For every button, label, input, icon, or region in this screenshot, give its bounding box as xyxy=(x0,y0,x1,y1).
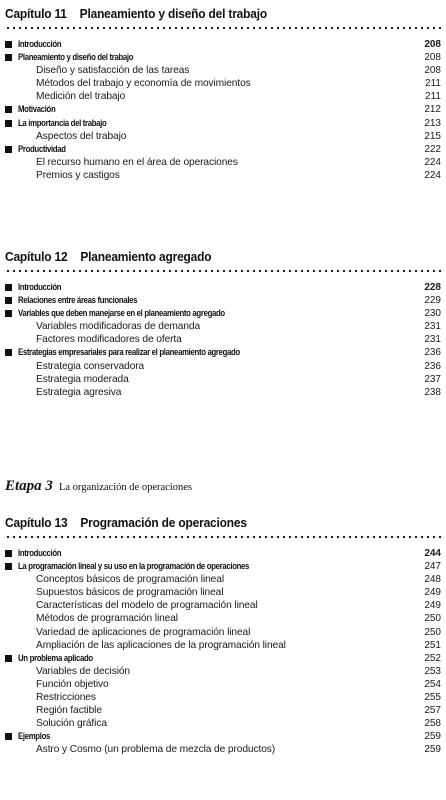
toc-section-row xyxy=(5,281,441,294)
toc-entry-label: Factores modificadores de oferta xyxy=(36,334,182,346)
chapter-title: Planeamiento y diseño del trabajo xyxy=(79,6,267,21)
toc-page-number: 249 xyxy=(424,600,441,612)
toc-entry-label: Supuestos básicos de programación lineal xyxy=(36,587,224,599)
square-bullet-icon xyxy=(5,146,12,153)
toc-page-number: 254 xyxy=(424,678,441,690)
toc-subsection-row xyxy=(5,386,441,399)
toc-entry-label: Características del modelo de programación lineal xyxy=(36,600,258,612)
toc-entry-label: Conceptos básicos de programación lineal xyxy=(36,574,224,586)
square-bullet-icon xyxy=(5,54,12,61)
toc-entry-label: Relaciones entre áreas funcionales xyxy=(18,295,138,307)
toc-section-row xyxy=(5,307,441,320)
chapter-heading xyxy=(5,5,406,23)
toc-subsection-row xyxy=(5,169,441,182)
toc-entry-label: Estrategia agresiva xyxy=(36,386,122,398)
toc-page-number: 236 xyxy=(424,360,441,372)
toc-entry-label: Ampliación de las aplicaciones de la programación lineal xyxy=(36,639,286,651)
toc-page-number: 248 xyxy=(424,574,441,586)
toc-entry-label: Aspectos del trabajo xyxy=(36,130,127,142)
toc-subsection-row xyxy=(5,333,441,346)
toc-page-number: 259 xyxy=(424,744,441,756)
toc-entry-label: Introducción xyxy=(18,282,62,293)
chapter-title: Programación de operaciones xyxy=(80,515,247,530)
toc-page-number: 253 xyxy=(424,665,441,677)
toc-subsection-row xyxy=(5,626,441,639)
toc-subsection-row xyxy=(5,373,441,386)
toc-subsection-row xyxy=(5,90,441,103)
toc-entry-label: Diseño y satisfacción de las tareas xyxy=(36,65,190,77)
toc-entry-label: Medición del trabajo xyxy=(36,91,126,103)
toc-entries xyxy=(5,547,441,757)
toc-page-number: 244 xyxy=(424,548,441,559)
toc-entry-label: Motivación xyxy=(18,104,56,116)
chapter-heading xyxy=(5,248,406,266)
toc-entry-label: Introducción xyxy=(18,548,62,559)
toc-subsection-row xyxy=(5,320,441,333)
toc-section-row xyxy=(5,103,441,116)
chapter-title: Planeamiento agregado xyxy=(80,249,212,264)
square-bullet-icon xyxy=(5,41,12,48)
toc-entry-label: La importancia del trabajo xyxy=(18,117,107,129)
toc-page-number: 238 xyxy=(424,386,441,398)
toc-page-number: 249 xyxy=(424,587,441,599)
toc-section-row xyxy=(5,547,441,560)
etapa-heading xyxy=(5,477,192,495)
toc-subsection-row xyxy=(5,77,441,90)
toc-section-row xyxy=(5,117,441,130)
toc-entry-label: Productividad xyxy=(18,143,66,155)
toc-subsection-row xyxy=(5,678,441,691)
toc-section-row xyxy=(5,560,441,573)
chapter-11 xyxy=(5,5,441,182)
toc-entry-label: Función objetivo xyxy=(36,678,109,690)
toc-page-number: 236 xyxy=(424,347,441,359)
toc-subsection-row xyxy=(5,717,441,730)
toc-page-number: 211 xyxy=(425,91,441,103)
chapter-13 xyxy=(5,514,441,757)
toc-section-row xyxy=(5,730,441,743)
dotted-rule xyxy=(5,269,441,273)
toc-subsection-row xyxy=(5,743,441,756)
dotted-rule xyxy=(5,26,441,30)
toc-subsection-row xyxy=(5,573,441,586)
toc-subsection-row xyxy=(5,599,441,612)
toc-subsection-row xyxy=(5,691,441,704)
toc-page-number: 250 xyxy=(424,613,441,625)
toc-entry-label: Astro y Cosmo (un problema de mezcla de productos) xyxy=(36,744,276,756)
toc-page-number: 224 xyxy=(424,169,441,181)
toc-entry-label: Planeamiento y diseño del trabajo xyxy=(18,52,134,64)
square-bullet-icon xyxy=(5,310,12,317)
toc-page-number: 247 xyxy=(424,561,441,573)
square-bullet-icon xyxy=(5,550,12,557)
toc-page-number: 252 xyxy=(424,652,441,664)
toc-subsection-row xyxy=(5,360,441,373)
toc-subsection-row xyxy=(5,704,441,717)
toc-page-number: 250 xyxy=(424,626,441,638)
toc-entry-label: Métodos del trabajo y economía de movimientos xyxy=(36,78,251,90)
toc-entry-label: Restricciones xyxy=(36,692,96,704)
toc-page-number: 231 xyxy=(424,321,441,333)
toc-page-number: 258 xyxy=(424,718,441,730)
square-bullet-icon xyxy=(5,349,12,356)
square-bullet-icon xyxy=(5,284,12,291)
chapter-number: Capítulo 11 xyxy=(5,6,67,21)
square-bullet-icon xyxy=(5,120,12,127)
toc-entry-label: Variables que deben manejarse en el planeamiento agregado xyxy=(18,308,225,320)
toc-entry-label: Un problema aplicado xyxy=(18,652,93,664)
toc-page-number: 228 xyxy=(424,282,441,293)
toc-page-number: 259 xyxy=(424,731,441,743)
chapter-number: Capítulo 13 xyxy=(5,515,68,530)
toc-page-number: 229 xyxy=(424,295,441,307)
toc-page-number: 231 xyxy=(424,334,441,346)
square-bullet-icon xyxy=(5,297,12,304)
toc-section-row xyxy=(5,346,441,359)
toc-subsection-row xyxy=(5,639,441,652)
toc-page-number: 230 xyxy=(424,308,441,320)
toc-page-number: 224 xyxy=(424,156,441,168)
toc-entry-label: Métodos de programación lineal xyxy=(36,613,178,625)
toc-entry-label: Región factible xyxy=(36,705,102,717)
toc-section-row xyxy=(5,51,441,64)
toc-subsection-row xyxy=(5,612,441,625)
toc-subsection-row xyxy=(5,586,441,599)
toc-page-number: 257 xyxy=(424,705,441,717)
toc-subsection-row xyxy=(5,156,441,169)
etapa-description: La organización de operaciones xyxy=(58,482,192,493)
toc-entry-label: Solución gráfica xyxy=(36,718,107,730)
toc-section-row xyxy=(5,294,441,307)
toc-page-number: 237 xyxy=(424,373,441,385)
toc-subsection-row xyxy=(5,130,441,143)
square-bullet-icon xyxy=(5,655,12,662)
toc-entry-label: Ejemplos xyxy=(18,731,51,743)
square-bullet-icon xyxy=(5,733,12,740)
chapter-heading xyxy=(5,514,406,532)
etapa-label: Etapa 3 xyxy=(5,478,53,494)
chapter-number: Capítulo 12 xyxy=(5,249,68,264)
toc-subsection-row xyxy=(5,665,441,678)
toc-entry-label: Variedad de aplicaciones de programación lineal xyxy=(36,626,251,638)
toc-section-row xyxy=(5,652,441,665)
toc-entry-label: La programación lineal y su uso en la programación de operaciones xyxy=(18,561,250,573)
square-bullet-icon xyxy=(5,563,12,570)
toc-page-number: 251 xyxy=(424,639,441,651)
toc-section-row xyxy=(5,143,441,156)
toc-page-number: 255 xyxy=(424,692,441,704)
chapter-12 xyxy=(5,248,441,399)
toc-entry-label: Estrategia moderada xyxy=(36,373,129,385)
dotted-rule xyxy=(5,535,441,539)
toc-page-number: 213 xyxy=(424,117,441,129)
toc-entry-label: Estrategias empresariales para realizar el planeamiento agregado xyxy=(18,347,240,359)
toc-page-number: 212 xyxy=(424,104,441,116)
toc-section-row xyxy=(5,38,441,51)
toc-entries xyxy=(5,281,441,399)
toc-entry-label: Variables modificadoras de demanda xyxy=(36,321,201,333)
toc-page-number: 208 xyxy=(424,65,441,77)
toc-entries xyxy=(5,38,441,182)
toc-page-number: 208 xyxy=(424,52,441,64)
toc-entry-label: Introducción xyxy=(18,39,62,50)
toc-entry-label: El recurso humano en el área de operaciones xyxy=(36,156,238,168)
toc-page-number: 222 xyxy=(424,143,441,155)
toc-entry-label: Estrategia conservadora xyxy=(36,360,145,372)
toc-entry-label: Premios y castigos xyxy=(36,169,120,181)
toc-page-number: 215 xyxy=(424,130,441,142)
toc-page-number: 211 xyxy=(425,78,441,90)
toc-entry-label: Variables de decisión xyxy=(36,665,130,677)
toc-page-number: 208 xyxy=(424,39,441,50)
toc-subsection-row xyxy=(5,64,441,77)
square-bullet-icon xyxy=(5,106,12,113)
